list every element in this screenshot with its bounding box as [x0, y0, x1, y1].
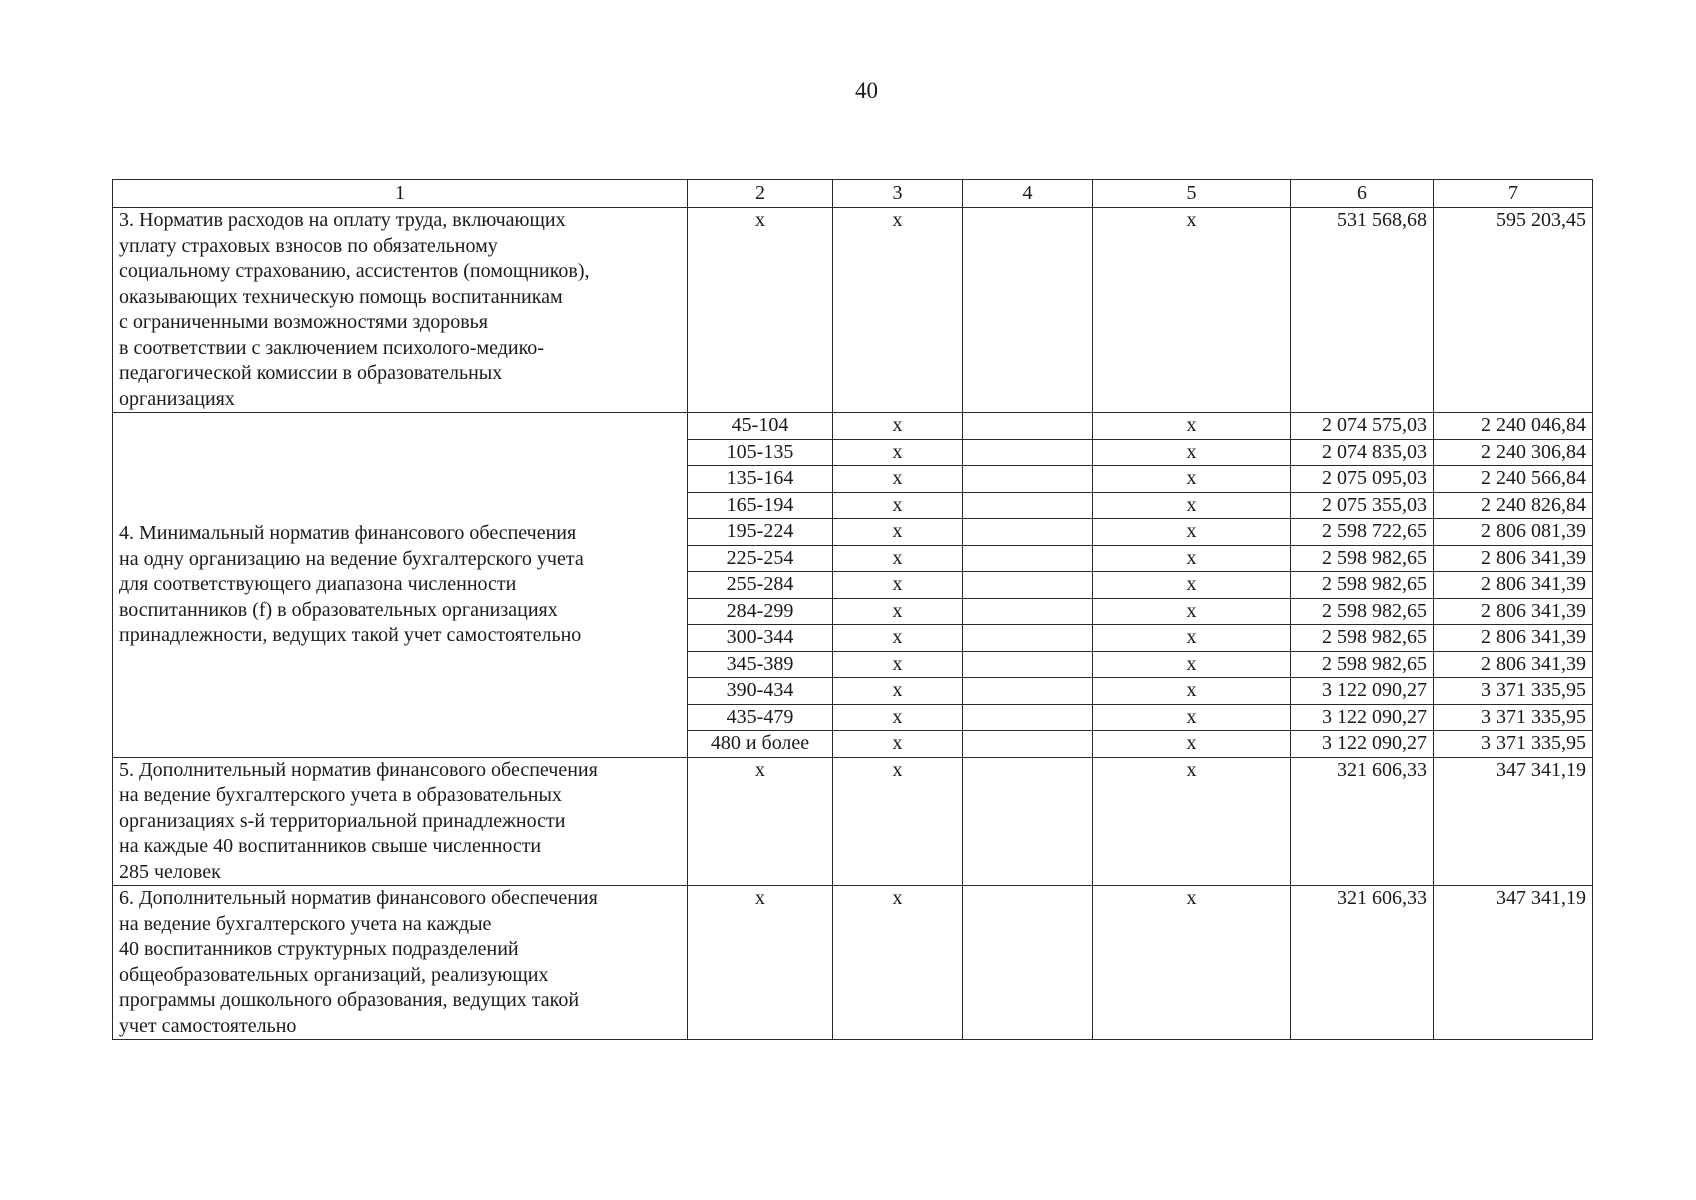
- description-line: 3. Норматив расходов на оплату труда, включающих: [119, 209, 566, 231]
- value-cell-6: 2 075 355,03: [1291, 492, 1434, 519]
- description-line: 6. Дополнительный норматив финансового обеспечения: [119, 887, 598, 909]
- column-number: 3: [833, 180, 963, 208]
- value-cell-7: 2 240 046,84: [1434, 413, 1593, 440]
- x-cell: x: [833, 651, 963, 678]
- x-cell: x: [833, 757, 963, 886]
- column-number: 2: [688, 180, 833, 208]
- value-cell-7: 2 240 306,84: [1434, 439, 1593, 466]
- empty-cell: [963, 598, 1093, 625]
- description-line: 5. Дополнительный норматив финансового обеспечения: [119, 758, 598, 781]
- description-line: учет самостоятельно: [119, 1014, 297, 1037]
- value-cell-6: 3 122 090,27: [1291, 678, 1434, 705]
- x-cell: x: [833, 413, 963, 440]
- description-line: общеобразовательных организаций, реализующих: [119, 963, 549, 986]
- table-row: [113, 757, 1593, 886]
- norm-description: [113, 413, 688, 758]
- x-cell: x: [1093, 598, 1291, 625]
- x-cell: x: [833, 731, 963, 758]
- norm-description: [113, 757, 688, 886]
- description-line: социальному страхованию, ассистентов (помощников),: [119, 260, 590, 282]
- empty-cell: [963, 625, 1093, 652]
- x-cell: x: [1093, 208, 1291, 413]
- table-row: [113, 413, 1593, 440]
- x-cell: x: [1093, 413, 1291, 440]
- x-cell: x: [688, 757, 833, 886]
- value-cell-6: 321 606,33: [1291, 886, 1434, 1040]
- value-cell-6: 2 598 982,65: [1291, 651, 1434, 678]
- value-cell-7: 2 806 341,39: [1434, 625, 1593, 652]
- description-line: принадлежности, ведущих такой учет самостоятельно: [119, 624, 582, 646]
- empty-cell: [963, 678, 1093, 705]
- norms-table: [112, 179, 1593, 1040]
- column-number: 7: [1434, 180, 1593, 208]
- value-cell-7: 3 371 335,95: [1434, 704, 1593, 731]
- column-number: 5: [1093, 180, 1291, 208]
- empty-cell: [963, 651, 1093, 678]
- range-cell: 255-284: [688, 572, 833, 599]
- description-line: для соответствующего диапазона численности: [119, 573, 517, 595]
- empty-cell: [963, 545, 1093, 572]
- range-cell: 135-164: [688, 466, 833, 493]
- value-cell-7: 3 371 335,95: [1434, 678, 1593, 705]
- description-line: 285 человек: [119, 860, 221, 883]
- x-cell: x: [833, 598, 963, 625]
- column-number: 1: [113, 180, 688, 208]
- table-row: [113, 208, 1593, 413]
- value-cell-6: 531 568,68: [1291, 208, 1434, 413]
- description-line: 4. Минимальный норматив финансового обеспечения: [119, 522, 577, 544]
- description-line: с ограниченными возможностями здоровья: [119, 311, 488, 333]
- table-body: [113, 180, 1593, 1040]
- description-line: воспитанников (f) в образовательных организациях: [119, 598, 558, 621]
- x-cell: x: [833, 519, 963, 546]
- value-cell-6: 2 074 835,03: [1291, 439, 1434, 466]
- x-cell: x: [833, 625, 963, 652]
- x-cell: x: [833, 572, 963, 599]
- x-cell: x: [833, 208, 963, 413]
- column-number: 6: [1291, 180, 1434, 208]
- empty-cell: [963, 492, 1093, 519]
- x-cell: x: [1093, 492, 1291, 519]
- range-cell: 300-344: [688, 625, 833, 652]
- x-cell: x: [833, 466, 963, 493]
- value-cell-6: 2 074 575,03: [1291, 413, 1434, 440]
- value-cell-6: 2 598 982,65: [1291, 545, 1434, 572]
- page-number: 40: [855, 78, 878, 103]
- column-number-row: [113, 180, 1593, 208]
- value-cell-7: 2 806 341,39: [1434, 598, 1593, 625]
- x-cell: x: [1093, 625, 1291, 652]
- value-cell-6: 3 122 090,27: [1291, 731, 1434, 758]
- value-cell-7: 2 240 566,84: [1434, 466, 1593, 493]
- description-line: организациях s-й территориальной принадлежности: [119, 809, 566, 832]
- description-line: в соответствии с заключением психолого-медико-: [119, 336, 544, 359]
- empty-cell: [963, 886, 1093, 1040]
- value-cell-6: 2 075 095,03: [1291, 466, 1434, 493]
- description-line: оказывающих техническую помощь воспитанникам: [119, 285, 563, 308]
- empty-cell: [963, 208, 1093, 413]
- x-cell: x: [1093, 519, 1291, 546]
- value-cell-6: 3 122 090,27: [1291, 704, 1434, 731]
- value-cell-7: 2 806 341,39: [1434, 651, 1593, 678]
- x-cell: x: [833, 492, 963, 519]
- value-cell-7: 2 806 081,39: [1434, 519, 1593, 546]
- x-cell: x: [1093, 572, 1291, 599]
- description-line: на ведение бухгалтерского учета на каждые: [119, 912, 492, 935]
- x-cell: x: [833, 704, 963, 731]
- value-cell-6: 2 598 982,65: [1291, 598, 1434, 625]
- range-cell: 390-434: [688, 678, 833, 705]
- value-cell-7: 3 371 335,95: [1434, 731, 1593, 758]
- range-cell: 165-194: [688, 492, 833, 519]
- empty-cell: [963, 519, 1093, 546]
- value-cell-7: 347 341,19: [1434, 886, 1593, 1040]
- description-line: уплату страховых взносов по обязательному: [119, 234, 498, 257]
- value-cell-7: 2 806 341,39: [1434, 545, 1593, 572]
- x-cell: x: [688, 886, 833, 1040]
- description-line: программы дошкольного образования, ведущих такой: [119, 989, 580, 1011]
- description-line: организациях: [119, 387, 235, 410]
- empty-cell: [963, 466, 1093, 493]
- empty-cell: [963, 757, 1093, 886]
- description-line: на одну организацию на ведение бухгалтерского учета: [119, 547, 584, 570]
- range-cell: 284-299: [688, 598, 833, 625]
- empty-cell: [963, 413, 1093, 440]
- table-row: [113, 886, 1593, 1040]
- x-cell: x: [1093, 466, 1291, 493]
- norm-description: [113, 886, 688, 1040]
- empty-cell: [963, 439, 1093, 466]
- x-cell: x: [1093, 651, 1291, 678]
- x-cell: x: [833, 439, 963, 466]
- empty-cell: [963, 731, 1093, 758]
- value-cell-7: 595 203,45: [1434, 208, 1593, 413]
- empty-cell: [963, 704, 1093, 731]
- range-cell: 195-224: [688, 519, 833, 546]
- range-cell: 105-135: [688, 439, 833, 466]
- description-line: на каждые 40 воспитанников свыше численности: [119, 835, 542, 857]
- range-cell: 480 и более: [688, 731, 833, 758]
- value-cell-6: 2 598 982,65: [1291, 572, 1434, 599]
- range-cell: 225-254: [688, 545, 833, 572]
- x-cell: x: [833, 886, 963, 1040]
- value-cell-7: 347 341,19: [1434, 757, 1593, 886]
- value-cell-6: 321 606,33: [1291, 757, 1434, 886]
- empty-cell: [963, 572, 1093, 599]
- x-cell: x: [1093, 731, 1291, 758]
- value-cell-7: 2 806 341,39: [1434, 572, 1593, 599]
- x-cell: x: [1093, 439, 1291, 466]
- value-cell-6: 2 598 982,65: [1291, 625, 1434, 652]
- column-number: 4: [963, 180, 1093, 208]
- range-cell: 345-389: [688, 651, 833, 678]
- description-line: на ведение бухгалтерского учета в образовательных: [119, 784, 562, 806]
- norm-description: [113, 208, 688, 413]
- description-line: педагогической комиссии в образовательных: [119, 362, 503, 384]
- x-cell: x: [1093, 886, 1291, 1040]
- x-cell: x: [1093, 704, 1291, 731]
- x-cell: x: [833, 545, 963, 572]
- value-cell-6: 2 598 722,65: [1291, 519, 1434, 546]
- x-cell: x: [1093, 545, 1291, 572]
- range-cell: 435-479: [688, 704, 833, 731]
- x-cell: x: [1093, 678, 1291, 705]
- x-cell: x: [833, 678, 963, 705]
- description-line: 40 воспитанников структурных подразделений: [119, 938, 519, 960]
- range-cell: 45-104: [688, 413, 833, 440]
- x-cell: x: [688, 208, 833, 413]
- value-cell-7: 2 240 826,84: [1434, 492, 1593, 519]
- x-cell: x: [1093, 757, 1291, 886]
